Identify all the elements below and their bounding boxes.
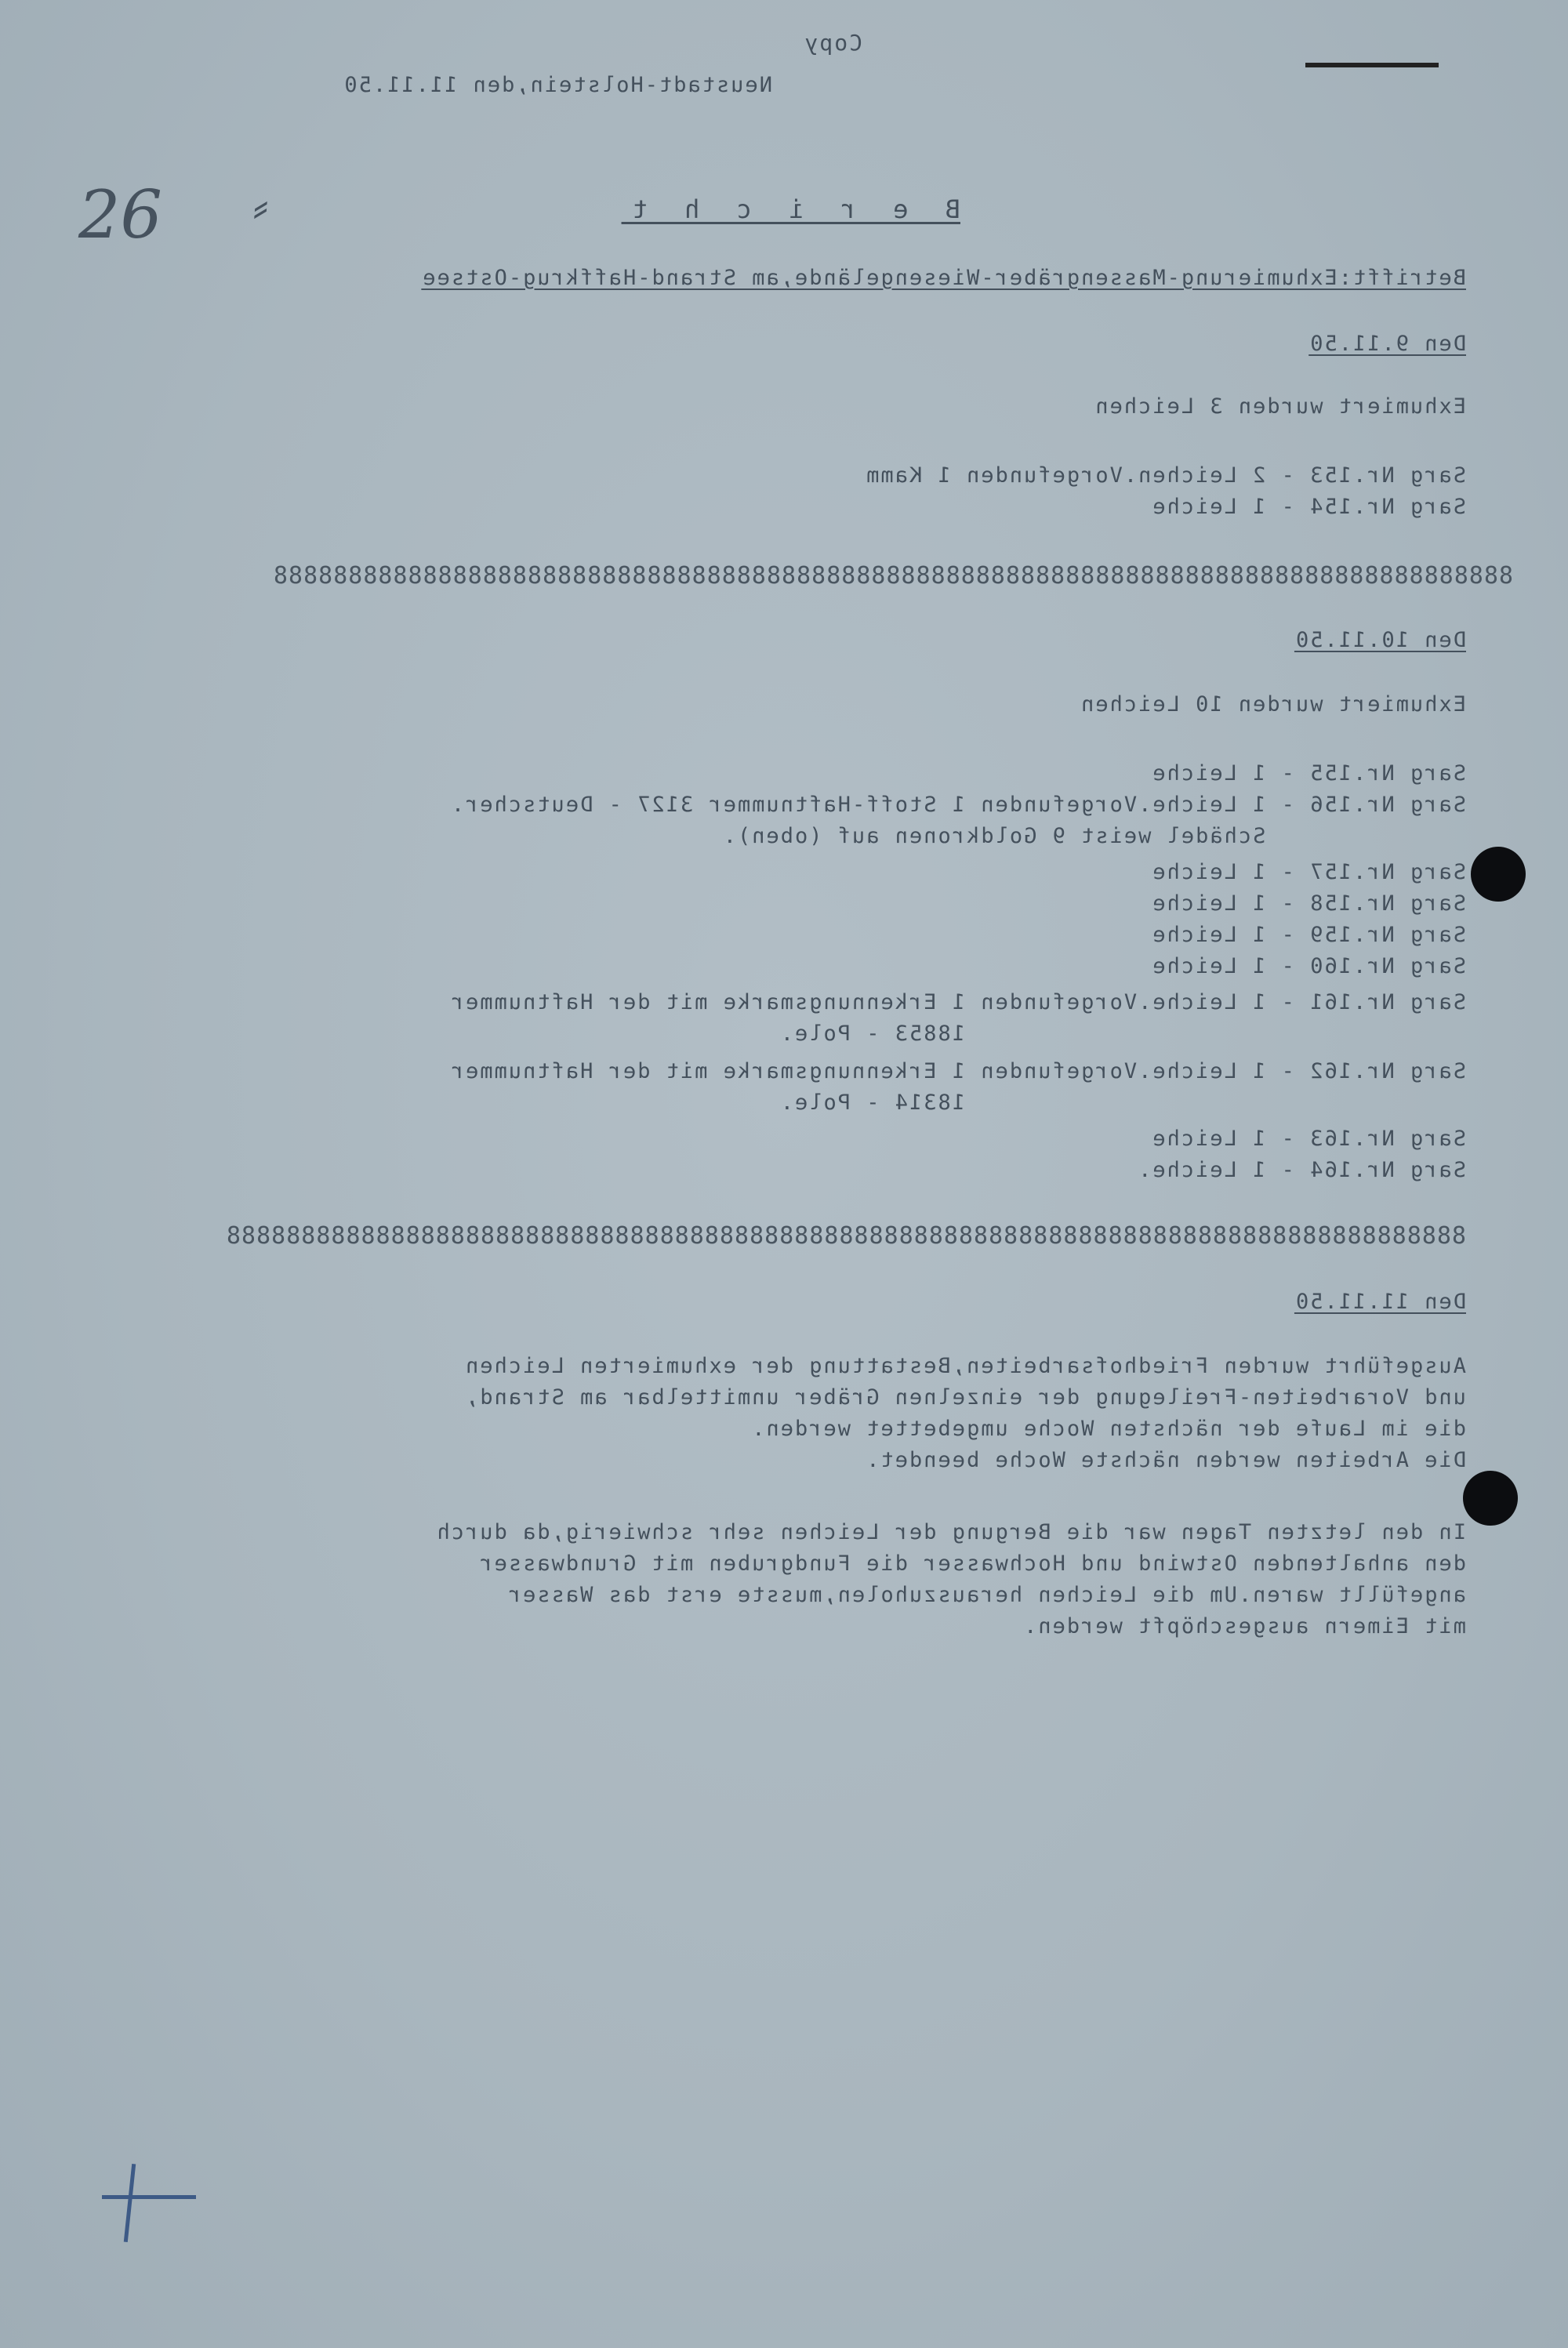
- section-1-entry: Sarg Nr.153 - 2 Leichen.Vorgefunden 1 Kamm: [865, 463, 1466, 488]
- ink-mark: [1305, 63, 1439, 67]
- subject-line: [421, 265, 1466, 292]
- section-2-entry: Sarg Nr.161 - 1 Leiche.Vorgefunden 1 Erkennungsmarke mit der Haftnummer: [449, 990, 1466, 1014]
- handwritten-tick: ⸗: [249, 178, 271, 234]
- section-3-paragraph-2-line: den anhaltenden Ostwind und Hochwasser die Fundgruben mit Grundwasser: [478, 1551, 1466, 1576]
- section-2-entry: Sarg Nr.155 - 1 Leiche: [1151, 761, 1466, 786]
- section-3-date: Den 11.11.50: [1294, 1290, 1466, 1314]
- section-1-entry: Sarg Nr.154 - 1 Leiche: [1151, 495, 1466, 519]
- section-3-paragraph-1-line: Ausgeführt wurden Friedhofsarbeiten,Bestattung der exhumierten Leichen: [464, 1354, 1466, 1378]
- punch-hole: [1463, 1471, 1518, 1526]
- section-3-paragraph-2-line: mit Eimern ausgeschöpft werden.: [1022, 1614, 1466, 1639]
- section-2-entry: Sarg Nr.160 - 1 Leiche: [1151, 954, 1466, 978]
- section-3-paragraph-2-line: In den letzten Tagen war die Bergung der Leichen sehr schwierig,da durch: [435, 1520, 1466, 1544]
- section-2-entry: Sarg Nr.157 - 1 Leiche: [1151, 860, 1466, 884]
- section-1-date: Den 9.11.50: [1308, 332, 1466, 356]
- section-1-summary: Exhumiert wurden 3 Leichen: [1094, 394, 1466, 419]
- section-2-entry: Sarg Nr.158 - 1 Leiche: [1151, 891, 1466, 916]
- punch-hole: [1471, 847, 1526, 902]
- section-2-entry: Sarg Nr.156 - 1 Leiche.Vorgefunden 1 Stoff-Haftnummer 3127 - Deutscher.: [449, 793, 1466, 817]
- section-2-entry: Sarg Nr.163 - 1 Leiche: [1151, 1127, 1466, 1151]
- separator-line: 88888888888888888888888888888888888888888888888888888888888888888888888888888888888: [272, 562, 1513, 590]
- section-3-paragraph-1-line: und Vorarbeiten-Freilegung der einzelnen Gräber unmittelbar am Strand,: [464, 1385, 1466, 1410]
- report-title: B e r i c h t: [621, 194, 960, 224]
- section-2-entry: Schädel weist 9 Goldkronen auf (oben).: [721, 824, 1466, 848]
- section-2-entry: Sarg Nr.159 - 1 Leiche: [1151, 923, 1466, 947]
- subject-text: Betrifft:Exhumierung-Massengräber-Wiesengelände,am Strand-Haffkrug-Ostsee: [421, 266, 1466, 290]
- blue-pencil-mark: [102, 2195, 196, 2199]
- section-3-paragraph-1-line: die im Laufe der nächsten Woche umgebettet werden.: [750, 1417, 1466, 1441]
- section-3-paragraph-2-line: angefüllt waren.Um die Leichen herauszuholen,musste erst das Wasser: [506, 1583, 1466, 1607]
- section-2-summary: Exhumiert wurden 10 Leichen: [1080, 692, 1466, 717]
- section-2-entry: Sarg Nr.162 - 1 Leiche.Vorgefunden 1 Erkennungsmarke mit der Haftnummer: [449, 1059, 1466, 1083]
- section-2-entry: Sarg Nr.164 - 1 Leiche.: [1137, 1158, 1466, 1182]
- section-3-paragraph-1-line: Die Arbeiten werden nächste Woche beendet.: [865, 1448, 1466, 1472]
- copy-label: Copy: [803, 30, 862, 56]
- section-2-date: Den 10.11.50: [1294, 628, 1466, 652]
- handwritten-page-number: 26: [78, 176, 162, 253]
- section-2-entry: 18314 - Pole.: [779, 1091, 1466, 1115]
- section-2-entry: 18853 - Pole.: [779, 1022, 1466, 1046]
- separator-line: 88888888888888888888888888888888888888888888888888888888888888888888888888888888888: [225, 1222, 1466, 1250]
- place-date: Neustadt-Holstein,den 11.11.50: [343, 73, 772, 97]
